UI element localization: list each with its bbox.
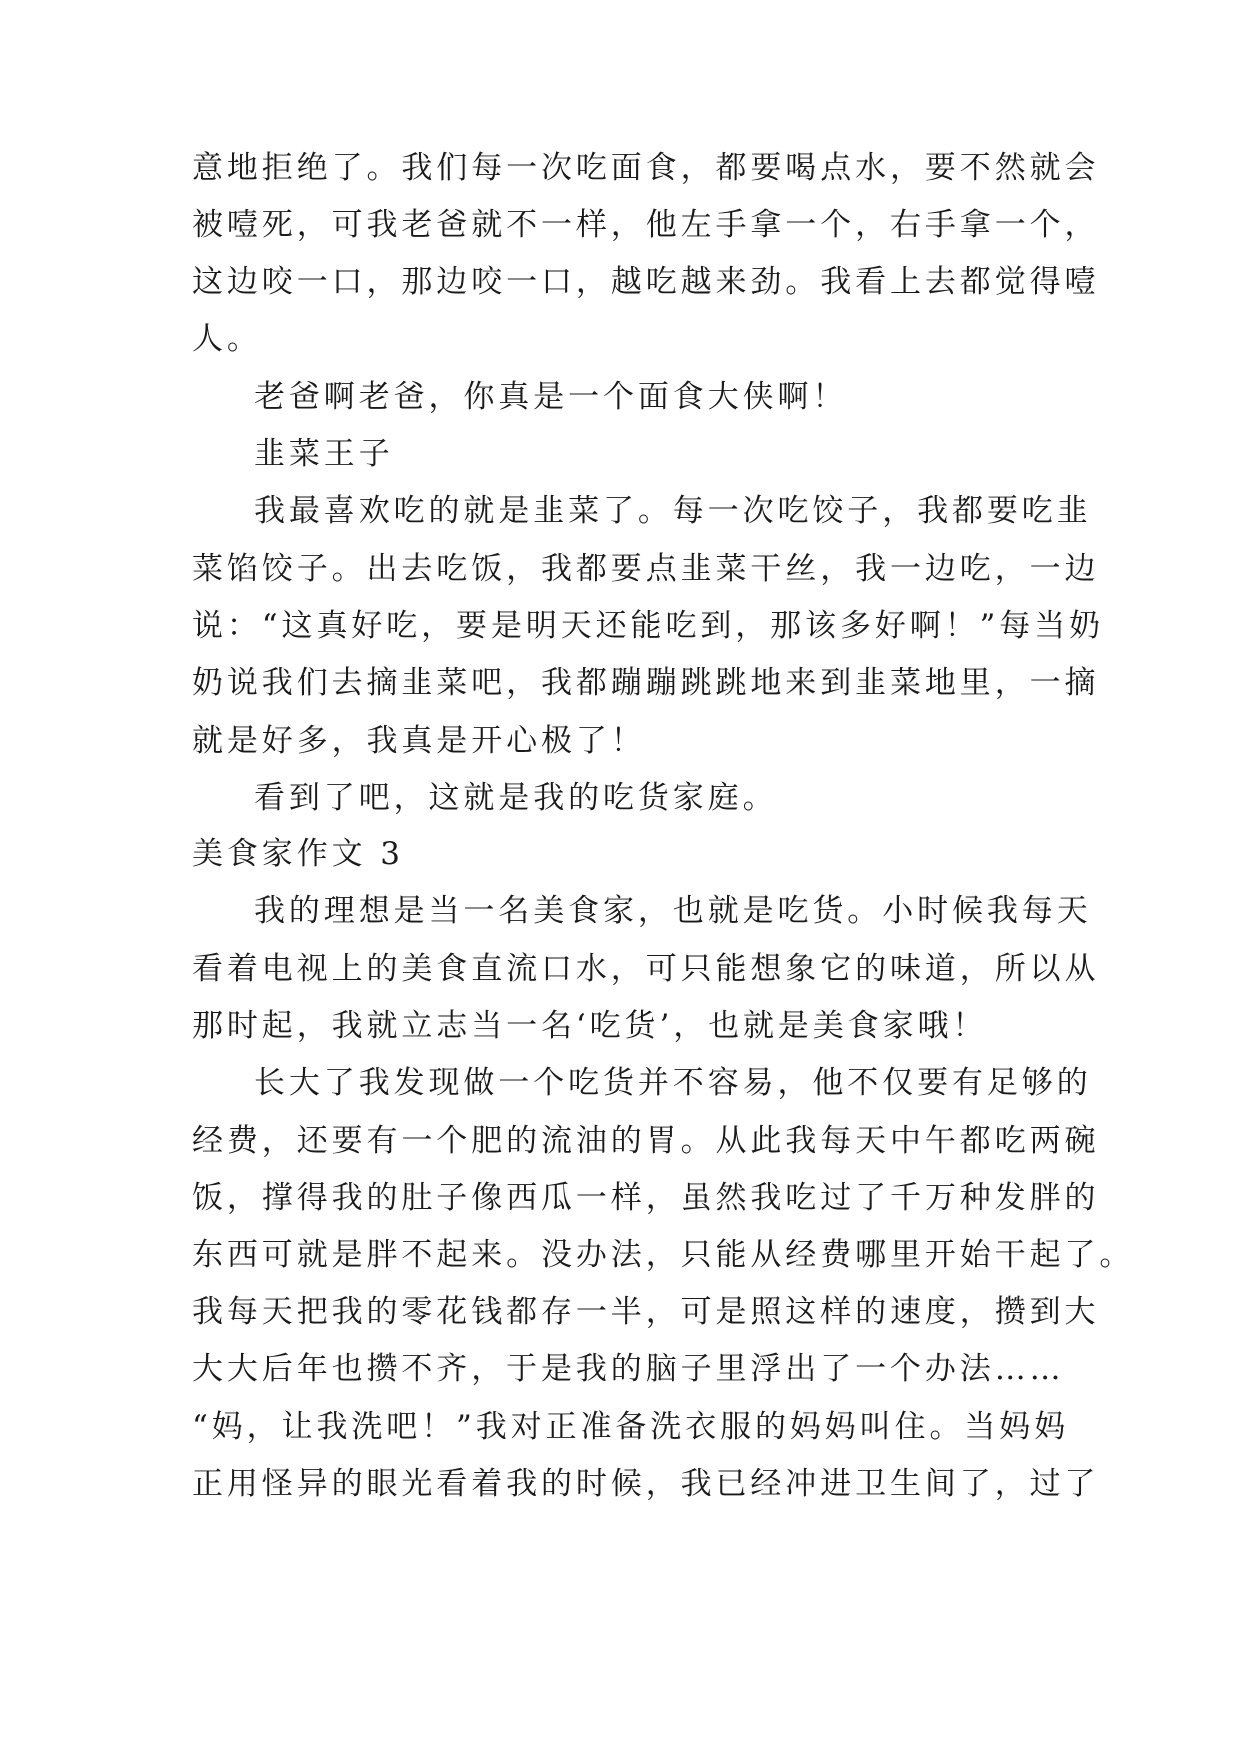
text-line: 奶说我们去摘韭菜吧，我都蹦蹦跳跳地来到韭菜地里，一摘 bbox=[192, 665, 1100, 701]
text-line: 我每天把我的零花钱都存一半，可是照这样的速度，攒到大 bbox=[192, 1294, 1100, 1330]
text-line: 看着电视上的美食直流口水，可只能想象它的味道，所以从 bbox=[192, 951, 1100, 987]
text-line: 被噎死，可我老爸就不一样，他左手拿一个，右手拿一个， bbox=[192, 207, 1100, 243]
text-line: 长大了我发现做一个吃货并不容易，他不仅要有足够的 bbox=[254, 1065, 1092, 1101]
text-line: “妈，让我洗吧！”我对正准备洗衣服的妈妈叫住。当妈妈 bbox=[192, 1409, 1070, 1445]
text-line: 就是好多，我真是开心极了！ bbox=[192, 723, 646, 759]
text-line: 人。 bbox=[192, 321, 262, 357]
text-line: 那时起，我就立志当一名‘吃货’，也就是美食家哦！ bbox=[192, 1008, 988, 1044]
text-line: 说：“这真好吃，要是明天还能吃到，那该多好啊！”每当奶 bbox=[192, 608, 1104, 644]
text-line: 我最喜欢吃的就是韭菜了。每一次吃饺子，我都要吃韭 bbox=[254, 493, 1092, 529]
text-line: 老爸啊老爸，你真是一个面食大侠啊！ bbox=[254, 379, 848, 415]
text-line: 正用怪异的眼光看着我的时候，我已经冲进卫生间了，过了 bbox=[192, 1466, 1100, 1502]
text-line: 意地拒绝了。我们每一次吃面食，都要喝点水，要不然就会 bbox=[192, 150, 1100, 186]
text-line: 东西可就是胖不起来。没办法，只能从经费哪里开始干起了。 bbox=[192, 1237, 1135, 1273]
essay-title: 美食家作文 3 bbox=[192, 836, 404, 872]
text-line: 饭，撑得我的肚子像西瓜一样，虽然我吃过了千万种发胖的 bbox=[192, 1180, 1100, 1216]
text-line: 这边咬一口，那边咬一口，越吃越来劲。我看上去都觉得噎 bbox=[192, 264, 1100, 300]
section-heading: 韭菜王子 bbox=[254, 436, 394, 472]
text-line: 看到了吧，这就是我的吃货家庭。 bbox=[254, 780, 778, 816]
text-line: 菜馅饺子。出去吃饭，我都要点韭菜干丝，我一边吃，一边 bbox=[192, 551, 1100, 587]
text-line: 我的理想是当一名美食家，也就是吃货。小时候我每天 bbox=[254, 893, 1092, 929]
text-line: 经费，还要有一个肥的流油的胃。从此我每天中午都吃两碗 bbox=[192, 1123, 1100, 1159]
text-line: 大大后年也攒不齐，于是我的脑子里浮出了一个办法…… bbox=[192, 1351, 1065, 1387]
